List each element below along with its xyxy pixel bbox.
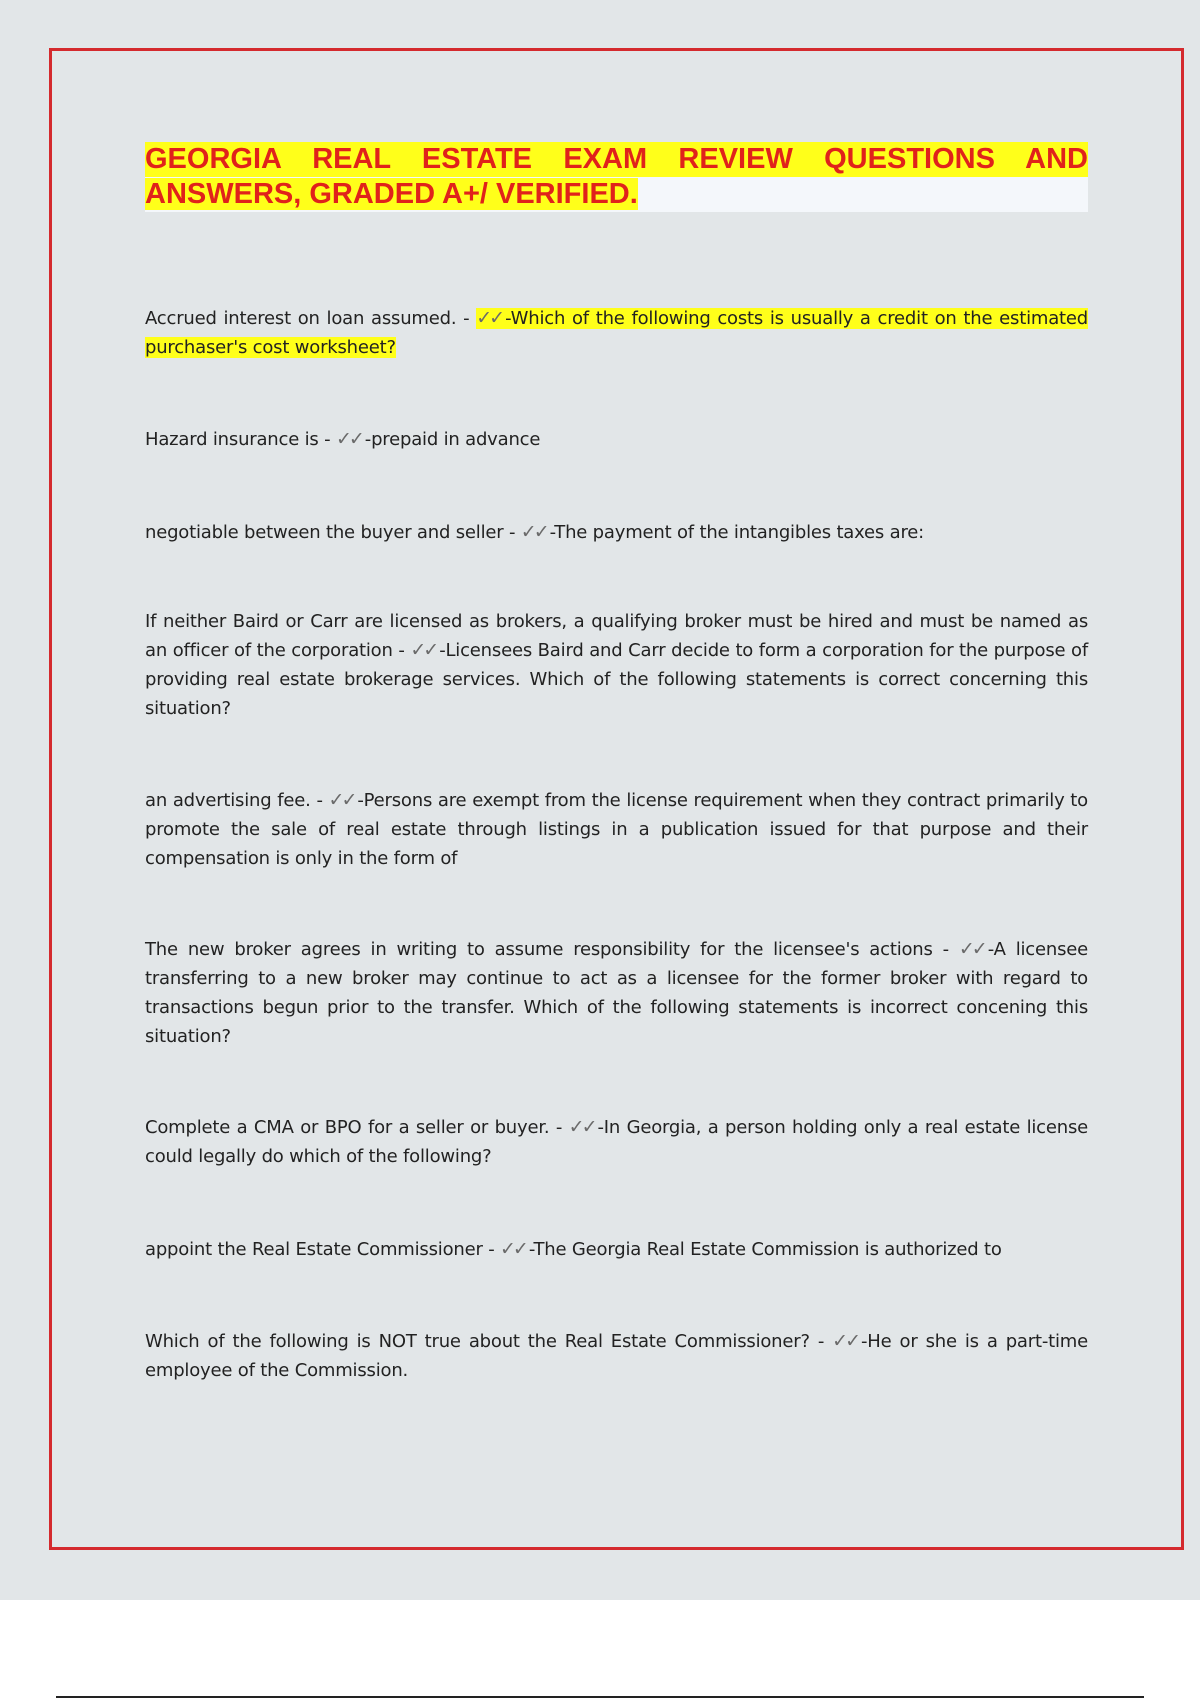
qa-answer: negotiable between the buyer and seller — [145, 522, 504, 543]
qa-answer: The new broker agrees in writing to assume responsibility for the licensee's actions — [145, 939, 933, 960]
qa-item-2: Hazard insurance is - ✓✓ -prepaid in advance — [145, 425, 1088, 454]
qa-item-3: negotiable between the buyer and seller - ✓✓ -The payment of the intangibles taxes are: — [145, 518, 1088, 547]
double-check-icon: ✓✓ — [520, 521, 547, 543]
qa-item-1: Accrued interest on loan assumed. - ✓✓ -Which of the following costs is usually a credit on the estimated purchaser's cost worksheet? — [145, 304, 1088, 362]
qa-question: -A licensee transferring to a new broker may continue to act as a licensee for the former broker with regard to transactions begun prior to the transfer. Which of the following statements is incorrect concening this situation? — [145, 939, 1088, 1047]
double-check-icon: ✓✓ — [958, 938, 985, 960]
double-check-icon: ✓✓ — [476, 307, 503, 329]
double-check-icon: ✓✓ — [410, 639, 437, 661]
qa-item-4: If neither Baird or Carr are licensed as brokers, a qualifying broker must be hired and must be named as an officer of the corporation - ✓✓ -Licensees Baird and Carr decide to form a corporation for the purpose of providing real estate brokerage services. Which of the following statements is correct concerning this situation? — [145, 611, 1088, 719]
qa-item-5: an advertising fee. - ✓✓ -Persons are exempt from the license requirement when they contract primarily to promote the sale of real estate through listings in a publication issued for that purpose and their compensation is only in the form of — [145, 786, 1088, 873]
qa-item-6: The new broker agrees in writing to assume responsibility for the licensee's actions - ✓✓ -A licensee transferring to a new broker may continue to act as a licensee for the former broker with regard to transactions begun prior to the transfer. Which of the following statements is incorrect concening this situation? — [145, 935, 1088, 1051]
qa-question: -Licensees Baird and Carr decide to form a corporation for the purpose of providing real estate brokerage services. Which of the following statements is correct concerning this situation? — [145, 640, 1088, 719]
qa-answer: Complete a CMA or BPO for a seller or buyer. — [145, 1117, 550, 1138]
double-check-icon: ✓✓ — [500, 1238, 526, 1260]
qa-question: -Persons are exempt from the license requirement when they contract primarily to promote the sale of real estate through listings in a publication issued for that purpose and their compensation is only in the form of — [145, 790, 1088, 869]
double-check-icon: ✓✓ — [568, 1116, 595, 1138]
document-title — [145, 142, 1088, 212]
title-line-2 — [145, 177, 1088, 212]
qa-answer: appoint the Real Estate Commissioner — [145, 1239, 483, 1260]
qa-question: -In Georgia, a person holding only a real estate license could legally do which of the following? — [145, 1117, 1089, 1167]
double-check-icon: ✓✓ — [832, 1330, 859, 1352]
qa-question: -prepaid in advance — [364, 429, 541, 450]
double-check-icon: ✓✓ — [335, 428, 362, 450]
qa-question: -He or she is a part-time employee of the Commission. — [145, 1331, 1088, 1381]
double-check-icon: ✓✓ — [328, 789, 355, 811]
qa-question: -The Georgia Real Estate Commission is authorized to — [528, 1239, 1002, 1260]
footer-divider — [56, 1696, 1144, 1698]
qa-item-9: Which of the following is NOT true about the Real Estate Commissioner? - ✓✓ -He or she is a part-time employee of the Commission. — [145, 1327, 1088, 1385]
title-line-2-text: ANSWERS, GRADED A+/ VERIFIED. — [145, 178, 638, 210]
qa-question: -Which of the following costs is usually a credit on the estimated purchaser's cost worksheet? — [145, 308, 1088, 358]
qa-question: -The payment of the intangibles taxes are: — [549, 522, 924, 543]
qa-answer: Accrued interest on loan assumed. — [145, 308, 457, 329]
title-line-1: GEORGIA REAL ESTATE EXAM REVIEW QUESTIONS AND — [145, 143, 1088, 175]
qa-answer: an advertising fee. — [145, 790, 311, 811]
qa-answer: Which of the following is NOT true about the Real Estate Commissioner? — [145, 1331, 810, 1352]
qa-answer: Hazard insurance is — [145, 429, 319, 450]
qa-answer: If neither Baird or Carr are licensed as brokers, a qualifying broker must be hired and must be named as an officer of the corporation — [145, 611, 1088, 661]
qa-item-7: Complete a CMA or BPO for a seller or buyer. - ✓✓ -In Georgia, a person holding only a real estate license could legally do which of the following? — [145, 1113, 1088, 1171]
qa-item-8: appoint the Real Estate Commissioner - ✓✓ -The Georgia Real Estate Commission is authorized to — [145, 1235, 1088, 1264]
